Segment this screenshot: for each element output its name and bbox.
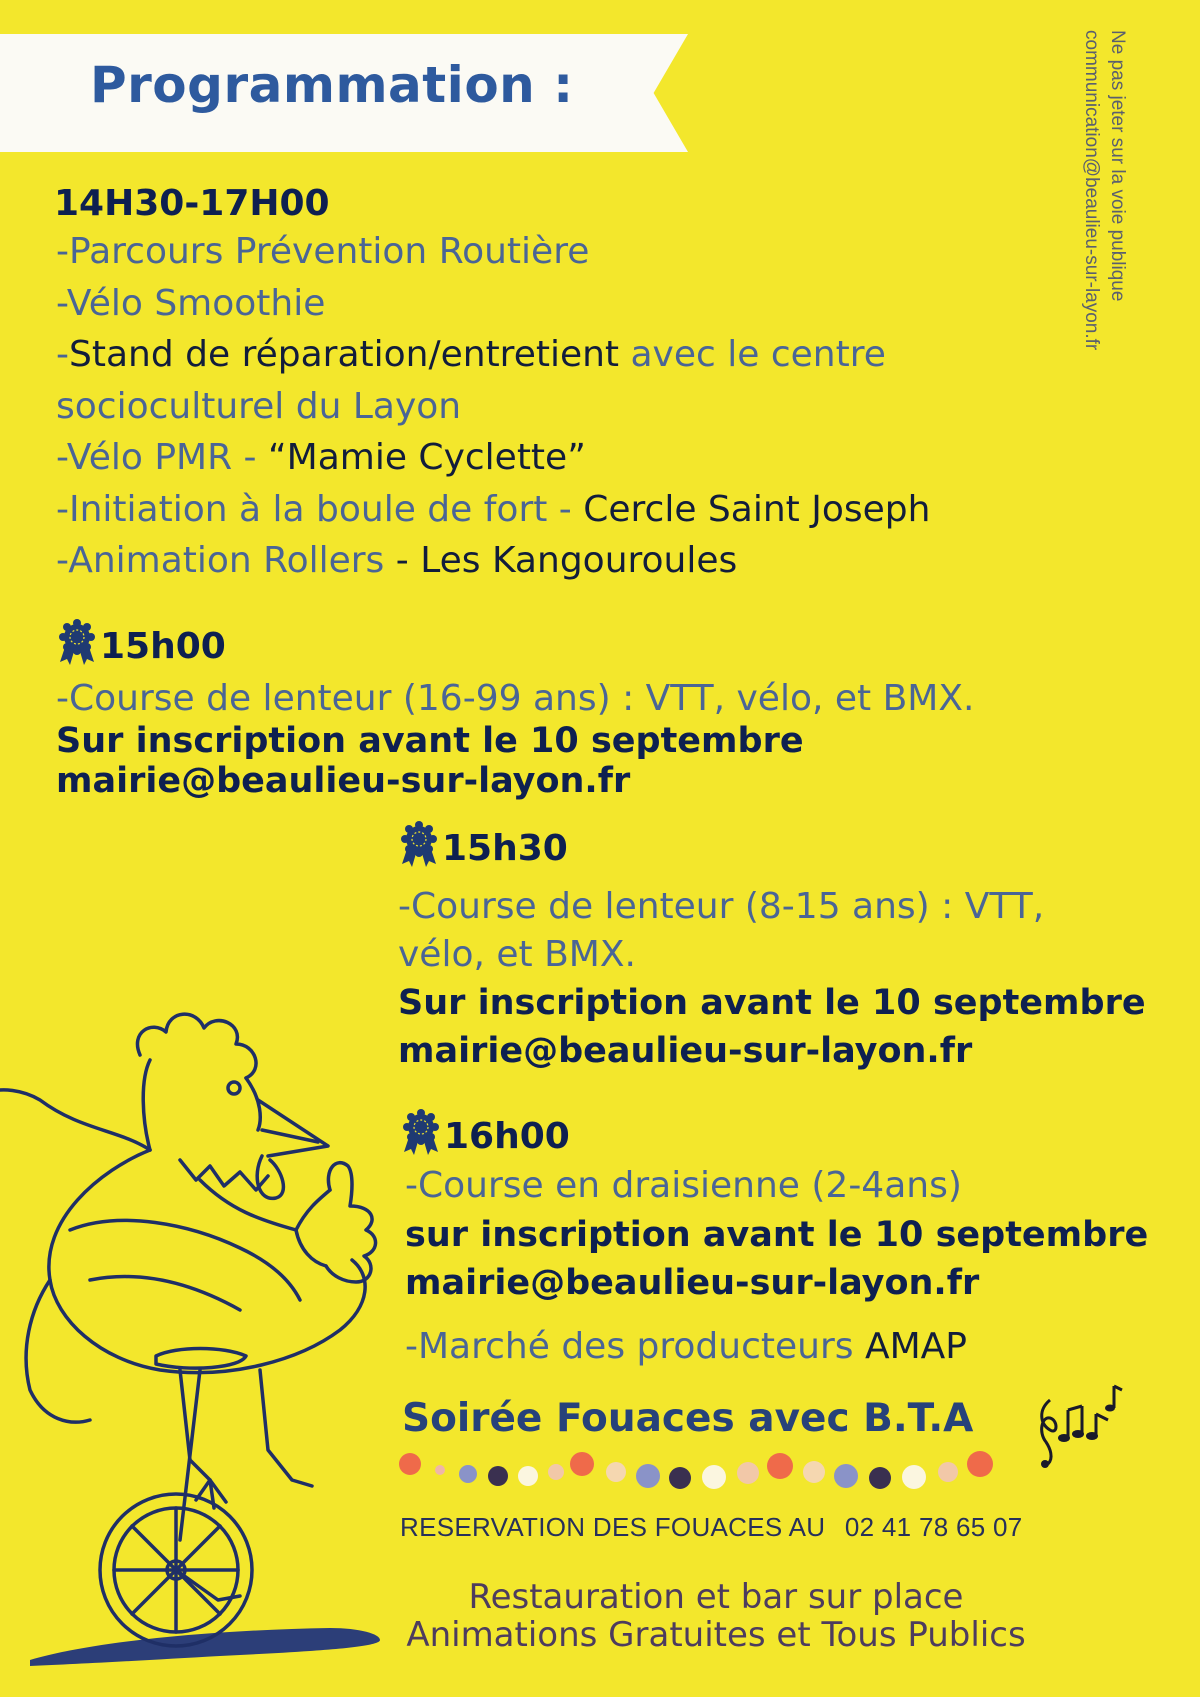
activity-line [56, 226, 930, 278]
rosette-icon [398, 820, 440, 868]
activity-line [56, 484, 930, 536]
activity-text: -Course en draisienne (2-4ans) [405, 1165, 962, 1206]
dot-garland-decoration [396, 1440, 1036, 1490]
slot-time-row [56, 618, 974, 671]
footer-line1: Restauration et bar sur place [468, 1577, 964, 1617]
reservation-phone: 02 41 78 65 07 [844, 1512, 1023, 1542]
schedule-slot-1500 [56, 618, 974, 801]
activity-highlight: - Les Kangouroules [384, 540, 738, 581]
registration-text: sur inscription avant le 10 septembre [405, 1215, 1149, 1255]
activity-text: -Animation Rollers [56, 540, 385, 581]
activity-highlight: “Mamie Cyclette” [268, 437, 586, 478]
rosette-icon [56, 618, 98, 666]
chicken-unicycle-illustration [0, 980, 400, 1680]
activity-text: -Marché des producteurs [405, 1326, 854, 1367]
activity-text: vélo, et BMX. [398, 934, 636, 975]
registration-text: Sur inscription avant le 10 septembre [56, 721, 804, 761]
activity-line [56, 535, 930, 587]
activity-text: -Parcours Prévention Routière [56, 231, 590, 272]
side-note-line1: Ne pas jeter sur la voie publique [1107, 30, 1128, 302]
activity-line [56, 278, 930, 330]
registration-text: Sur inscription avant le 10 septembre [398, 983, 1146, 1023]
activity-highlight: Stand de réparation/entretient [69, 334, 620, 375]
side-note-line2: communication@beaulieu-sur-layon.fr [1081, 30, 1102, 351]
registration-email: mairie@beaulieu-sur-layon.fr [56, 761, 631, 801]
rosette-icon [400, 1108, 442, 1156]
slot-time: 14H30-17H00 [54, 183, 330, 224]
slot-time-row [398, 820, 1146, 873]
activity-text: -Course de lenteur (16-99 ans) : VTT, vélo, et BMX. [56, 678, 975, 719]
activity-line [56, 381, 930, 433]
activity-text: - [56, 334, 69, 375]
side-note [1078, 30, 1130, 350]
soiree-title: Soirée Fouaces avec B.T.A [402, 1396, 974, 1441]
page-title: Programmation : [90, 56, 574, 114]
footer-line2: Animations Gratuites et Tous Publics [406, 1615, 1026, 1655]
activity-line [56, 329, 930, 381]
schedule-slot-1430 [56, 182, 930, 587]
schedule-slot-1600 [400, 1108, 1148, 1371]
schedule-slot-1530 [398, 820, 1146, 1075]
footer [396, 1578, 1036, 1654]
activity-text: avec le centre [619, 334, 886, 375]
activity-highlight: AMAP [853, 1326, 967, 1367]
activity-line [56, 432, 930, 484]
slot-time: 16h00 [444, 1116, 570, 1157]
activity-text: -Course de lenteur (8-15 ans) : VTT, [398, 886, 1045, 927]
activity-text: socioculturel du Layon [56, 385, 462, 427]
slot-time: 15h30 [442, 828, 568, 869]
registration-email: mairie@beaulieu-sur-layon.fr [405, 1263, 980, 1303]
slot-time-row [400, 1108, 1148, 1161]
activity-text: -Vélo Smoothie [56, 282, 326, 324]
activity-highlight: Cercle Saint Joseph [583, 488, 931, 530]
slot-time: 15h00 [100, 626, 226, 667]
activity-line [405, 1323, 1148, 1371]
music-notes-icon [1028, 1380, 1128, 1470]
reservation-label: RESERVATION DES FOUACES AU [400, 1512, 826, 1542]
registration-email: mairie@beaulieu-sur-layon.fr [398, 1031, 973, 1071]
activity-text: -Initiation à la boule de fort - [56, 488, 584, 530]
activity-text: -Vélo PMR - [56, 437, 268, 478]
reservation-line [400, 1512, 1023, 1543]
